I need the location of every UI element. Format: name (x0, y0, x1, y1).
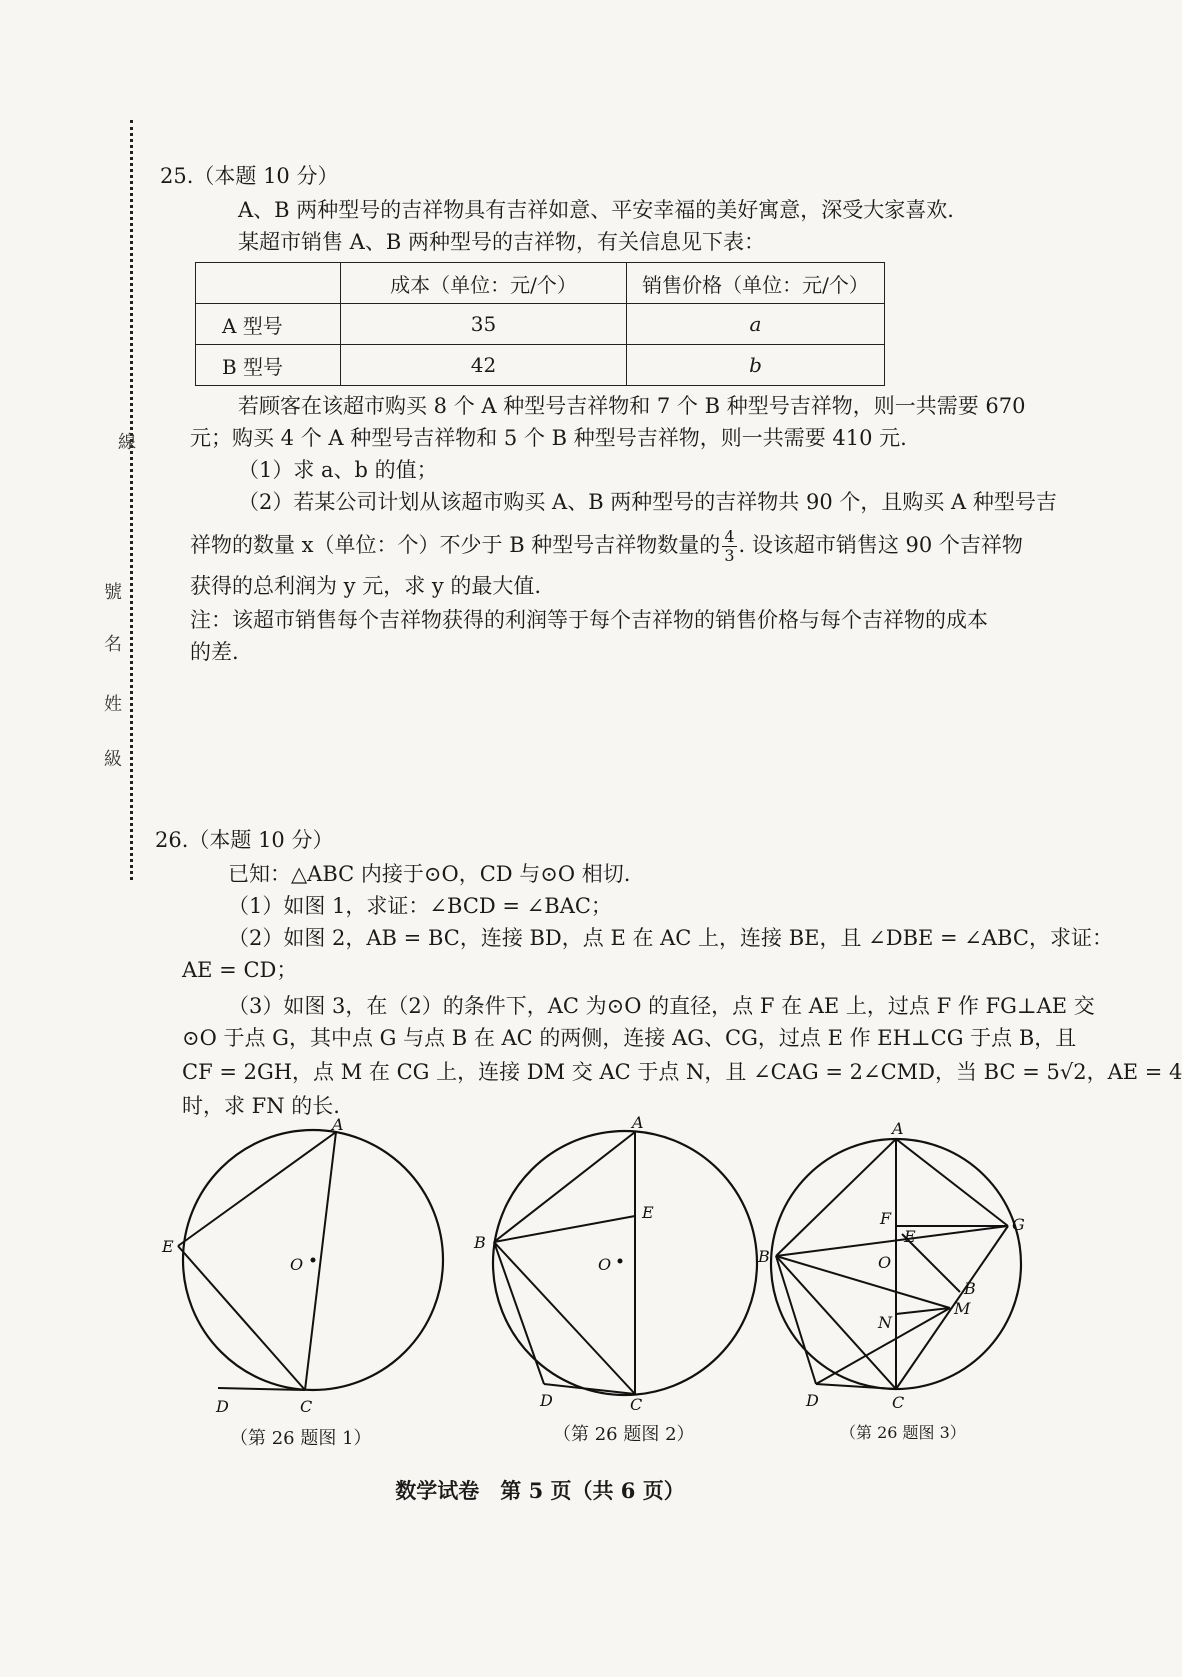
circle-o (493, 1131, 757, 1395)
label-c: C (300, 1397, 313, 1416)
fraction-numerator: 4 (724, 527, 735, 546)
segment-ab (776, 1139, 896, 1256)
fraction-denominator: 3 (724, 546, 735, 565)
label-a: A (892, 1119, 904, 1138)
segment-ae (178, 1132, 336, 1246)
label-n: N (878, 1313, 892, 1332)
table-header-cell: 成本（单位：元/个） (341, 263, 627, 304)
q25-intro-1: A、B 两种型号的吉祥物具有吉祥如意、平安幸福的美好寓意，深受大家喜欢. (238, 198, 954, 222)
q25-para-2: 元；购买 4 个 A 种型号吉祥物和 5 个 B 种型号吉祥物，则一共需要 410 元. (190, 426, 907, 450)
figure-1-caption: （第 26 题图 1） (230, 1428, 372, 1449)
q25-header: 25.（本题 10 分） (160, 164, 339, 188)
label-f: F (880, 1209, 892, 1228)
table-cell: 35 (341, 304, 627, 345)
q25-intro-2: 某超市销售 A、B 两种型号的吉祥物，有关信息见下表： (238, 230, 765, 254)
fraction (722, 528, 736, 565)
q26-given: 已知：△ABC 内接于⊙O，CD 与⊙O 相切. (228, 862, 631, 886)
label-h-as-b: B (964, 1279, 976, 1298)
segment-bd (776, 1256, 816, 1384)
label-o: O (878, 1253, 892, 1272)
label-c: C (892, 1393, 905, 1412)
segment-gc (896, 1226, 1008, 1389)
label-o: O (290, 1255, 304, 1274)
segment-ac (305, 1132, 336, 1390)
segment-bg (776, 1226, 1008, 1256)
label-a: A (332, 1115, 344, 1134)
label-e: E (642, 1203, 654, 1222)
q26-sub-3-line-4: 时，求 FN 的长. (182, 1094, 340, 1118)
figure-3 (760, 1118, 1050, 1418)
tangent-cd (544, 1384, 635, 1394)
q25-sub-2-line-3: 获得的总利润为 y 元，求 y 的最大值. (190, 574, 542, 598)
q25-sub-2-line-2 (190, 528, 1023, 565)
table-cell: a (627, 304, 885, 345)
q26-sub-3-line-1: （3）如图 3，在（2）的条件下，AC 为⊙O 的直径，点 F 在 AE 上，过点 F 作 FG⊥AE 交 (228, 994, 1095, 1018)
table-cell: B 型号 (196, 345, 341, 386)
table-row (196, 345, 885, 386)
margin-mark: 號 (104, 582, 122, 603)
label-c: C (630, 1395, 643, 1414)
price-table (195, 262, 885, 386)
figure-2 (460, 1113, 750, 1418)
table-header-cell: 销售价格（单位：元/个） (627, 263, 885, 304)
q26-sub-2-line-2: AE = CD； (182, 958, 298, 982)
center-point (311, 1258, 316, 1263)
q25-para-1: 若顾客在该超市购买 8 个 A 种型号吉祥物和 7 个 B 种型号吉祥物，则一共需要 670 (238, 394, 1026, 418)
q25-sub-1: （1）求 a、b 的值； (238, 458, 438, 482)
margin-mark: 姓 (104, 694, 122, 715)
table-row (196, 263, 885, 304)
q26-sub-1: （1）如图 1，求证：∠BCD = ∠BAC； (228, 894, 612, 918)
figure-1 (160, 1115, 450, 1420)
label-d: D (540, 1391, 553, 1410)
label-b: B (758, 1247, 770, 1266)
figure-2-caption: （第 26 题图 2） (553, 1424, 695, 1445)
table-cell: b (627, 345, 885, 386)
q25-note-2: 的差. (190, 640, 239, 664)
q26-header: 26.（本题 10 分） (155, 828, 334, 852)
label-d: D (806, 1391, 819, 1410)
label-g: G (1012, 1215, 1025, 1234)
q25-sub-2-text-a: 祥物的数量 x（单位：个）不少于 B 种型号吉祥物数量的 (190, 533, 721, 557)
label-o: O (598, 1255, 612, 1274)
center-point (618, 1259, 623, 1264)
q26-sub-3-line-2: ⊙O 于点 G，其中点 G 与点 B 在 AC 的两侧，连接 AG、CG，过点 E 作 EH⊥CG 于点 B，且 (182, 1026, 1077, 1050)
q25-note-1: 注：该超市销售每个吉祥物获得的利润等于每个吉祥物的销售价格与每个吉祥物的成本 (190, 608, 988, 632)
segment-be (494, 1216, 635, 1242)
margin-mark: 級 (104, 749, 122, 770)
table-header-cell (196, 263, 341, 304)
page-footer: 数学试卷 第 5 页（共 6 页） (395, 1478, 685, 1503)
label-d: D (216, 1397, 229, 1416)
segment-bc (494, 1242, 635, 1394)
label-e: E (904, 1227, 916, 1246)
margin-mark: 名 (104, 634, 122, 655)
label-a: A (632, 1113, 644, 1132)
segment-bd (494, 1242, 544, 1384)
q25-sub-2-text-b: . 设该超市销售这 90 个吉祥物 (738, 533, 1023, 557)
segment-bm (776, 1256, 950, 1308)
q25-sub-2-line-1: （2）若某公司计划从该超市购买 A、B 两种型号的吉祥物共 90 个，且购买 A 种型号吉 (238, 490, 1057, 514)
table-cell: A 型号 (196, 304, 341, 345)
label-m: M (954, 1299, 971, 1318)
margin-mark: 線 (118, 432, 136, 453)
q26-sub-3-line-3: CF = 2GH，点 M 在 CG 上，连接 DM 交 AC 于点 N，且 ∠CAG = 2∠CMD，当 BC = 5√2，AE = 4 (182, 1060, 1182, 1084)
label-b: B (474, 1233, 486, 1252)
q26-sub-2-line-1: （2）如图 2，AB = BC，连接 BD，点 E 在 AC 上，连接 BE，且 ∠DBE = ∠ABC，求证： (228, 926, 1113, 950)
figure-3-caption: （第 26 题图 3） (840, 1423, 966, 1442)
table-row (196, 304, 885, 345)
tangent-cd (816, 1384, 896, 1389)
segment-ab (494, 1132, 635, 1242)
table-cell: 42 (341, 345, 627, 386)
label-e: E (162, 1237, 174, 1256)
